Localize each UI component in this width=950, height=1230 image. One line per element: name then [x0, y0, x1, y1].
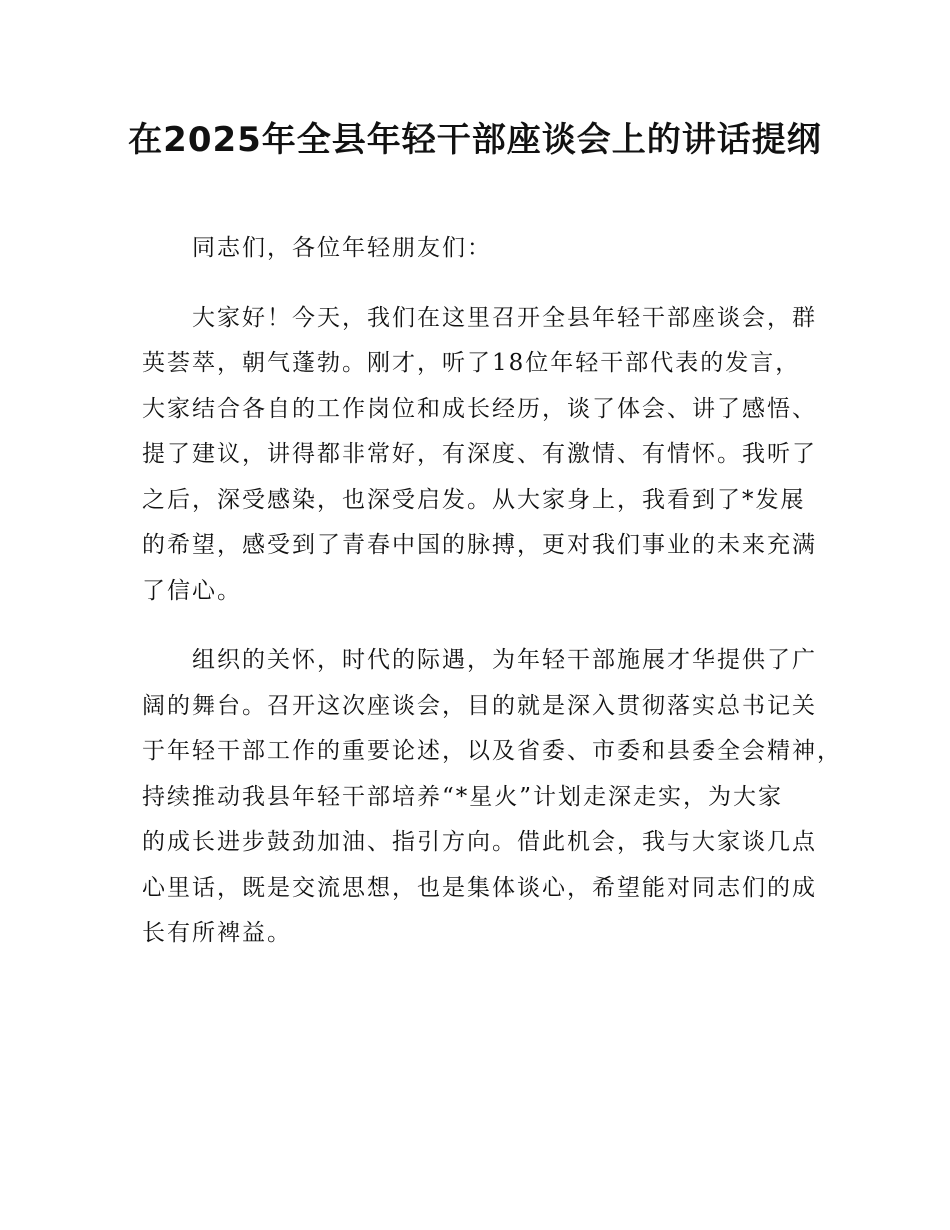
- paragraph-line: 长有所裨益。: [142, 920, 292, 946]
- paragraph-line: 的希望，感受到了青春中国的脉搏，更对我们事业的未来充满: [142, 532, 817, 558]
- paragraph-line: 的成长进步鼓劲加油、指引方向。借此机会，我与大家谈几点: [142, 829, 817, 855]
- paragraph-2: [142, 638, 842, 957]
- paragraph-line: 阔的舞台。召开这次座谈会，目的就是深入贯彻落实总书记关: [142, 692, 817, 719]
- paragraph-line: 持续推动我县年轻干部培养“*星火”计划走深走实，为大家: [142, 783, 784, 810]
- paragraph-line: 提了建议，讲得都非常好，有深度、有激情、有情怀。我听了: [142, 441, 817, 467]
- paragraph-line: 于年轻干部工作的重要论述，以及省委、市委和县委全会精神，: [142, 738, 842, 764]
- paragraph-line: 大家结合各自的工作岗位和成长经历，谈了体会、讲了感悟、: [142, 395, 817, 422]
- paragraph-line: 大家好！今天，我们在这里召开全县年轻干部座谈会，群: [192, 304, 817, 331]
- paragraph-1: [142, 296, 817, 615]
- greeting: 同志们，各位年轻朋友们：: [192, 235, 492, 261]
- document-title: 在2025年全县年轻干部座谈会上的讲话提纲: [128, 120, 822, 160]
- paragraph-line: 英荟萃，朝气蓬勃。刚才，听了18位年轻干部代表的发言，: [142, 350, 801, 376]
- paragraph-line: 组织的关怀，时代的际遇，为年轻干部施展才华提供了广: [192, 647, 817, 673]
- paragraph-line: 了信心。: [142, 577, 242, 604]
- document-body: [142, 226, 842, 981]
- paragraph-line: 之后，深受感染，也深受启发。从大家身上，我看到了*发展: [142, 486, 806, 513]
- paragraph-line: 心里话，既是交流思想，也是集体谈心，希望能对同志们的成: [142, 874, 817, 901]
